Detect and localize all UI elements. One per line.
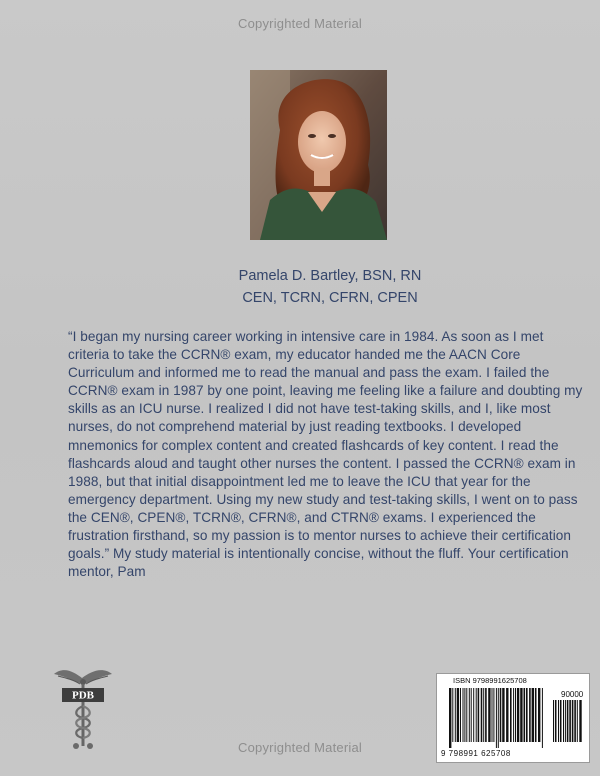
isbn-label: ISBN 9798991625708	[453, 676, 527, 685]
barcode-bar	[485, 688, 487, 742]
barcode-bar	[513, 688, 514, 742]
barcode-bar	[460, 688, 461, 742]
barcode-bar	[538, 688, 540, 742]
barcode-bar	[569, 700, 571, 742]
barcode-bar	[542, 688, 543, 748]
author-quote: “I began my nursing career working in intensive care in 1984. As soon as I met criteria to take the CCRN® exam, my educator handed me the AACN Core Curriculum and informed me to read the manual and pass the exam. I failed the CCRN® exam in 1987 by one point, leaving me feeling like a failure and doubting my skills as an ICU nurse. I realized I did not have test-taking skills, and I, like most nurses, do not comprehend material by just reading textbooks. I developed mnemonics for complex content and created flashcards of key content. I read the flashcards aloud and taught other nurses the content. I passed the CCRN® exam in 1988, but that initial disappointment led me to leave the ICU that year for the emergency department. Using my new study and test-taking skills, I went on to pass the CEN®, CPEN®, TCRN®, CFRN®, and CTRN® exams. I experienced the frustration firsthand, so my passion is to mentor nurses to achieve their certification goals.” My study material is intentionally concise, without the fluff. Your certification mentor, Pam	[68, 329, 583, 580]
barcode-bar	[478, 688, 480, 742]
barcode-bar	[471, 688, 472, 742]
barcode-bar	[473, 688, 474, 742]
publisher-logo	[52, 662, 114, 752]
barcode-bar	[500, 688, 502, 742]
logo-text: PDB	[72, 689, 94, 702]
barcode-bar	[492, 688, 493, 742]
barcode-bar	[463, 688, 464, 742]
watermark-top: Copyrighted Material	[238, 16, 362, 31]
watermark-bottom: Copyrighted Material	[238, 740, 362, 755]
barcode-bar	[498, 688, 499, 748]
barcode-bar	[574, 700, 576, 742]
barcode-bar	[572, 700, 574, 742]
barcode-bar	[466, 688, 467, 742]
barcode-bar	[496, 688, 497, 748]
barcode-bar	[502, 688, 504, 742]
barcode-bar	[506, 688, 508, 742]
barcode-bar	[510, 688, 512, 742]
barcode-bar	[553, 700, 554, 742]
barcode-bar	[529, 688, 531, 742]
barcode-bar	[535, 688, 537, 742]
barcode-bar	[469, 688, 470, 742]
barcode-bar	[565, 700, 566, 742]
barcode-bar	[555, 700, 557, 742]
barcode-bar	[577, 700, 578, 742]
barcode-bar	[560, 700, 562, 742]
barcode-bar	[579, 700, 581, 742]
author-credentials: CEN, TCRN, CFRN, CPEN	[242, 290, 418, 306]
author-portrait-image	[250, 70, 387, 240]
price-code: 90000	[561, 690, 584, 699]
barcode-bar	[524, 688, 526, 742]
author-name: Pamela D. Bartley, BSN, RN	[238, 268, 422, 284]
barcode-bar	[481, 688, 483, 742]
barcode-bar	[515, 688, 516, 742]
author-photo	[250, 70, 387, 240]
barcode-bar	[464, 688, 465, 742]
barcode-bar	[452, 688, 453, 742]
barcode-bar	[526, 688, 528, 742]
barcode-bar	[558, 700, 559, 742]
barcode-bar	[449, 688, 451, 748]
caduceus-icon	[52, 662, 114, 752]
barcode-bar	[532, 688, 534, 742]
barcode-bar	[457, 688, 459, 742]
barcode-bars	[449, 688, 545, 748]
barcode-bar	[520, 688, 522, 742]
barcode-bar	[455, 688, 456, 742]
barcode-bar	[567, 700, 569, 742]
barcode-bar	[563, 700, 564, 742]
barcode-digits: 9 798991 625708	[441, 749, 511, 758]
barcode-bar	[517, 688, 519, 742]
barcode-bar	[476, 688, 477, 742]
barcode-bar	[493, 688, 494, 742]
barcode-bar	[488, 688, 490, 742]
barcode-bar	[483, 688, 484, 742]
